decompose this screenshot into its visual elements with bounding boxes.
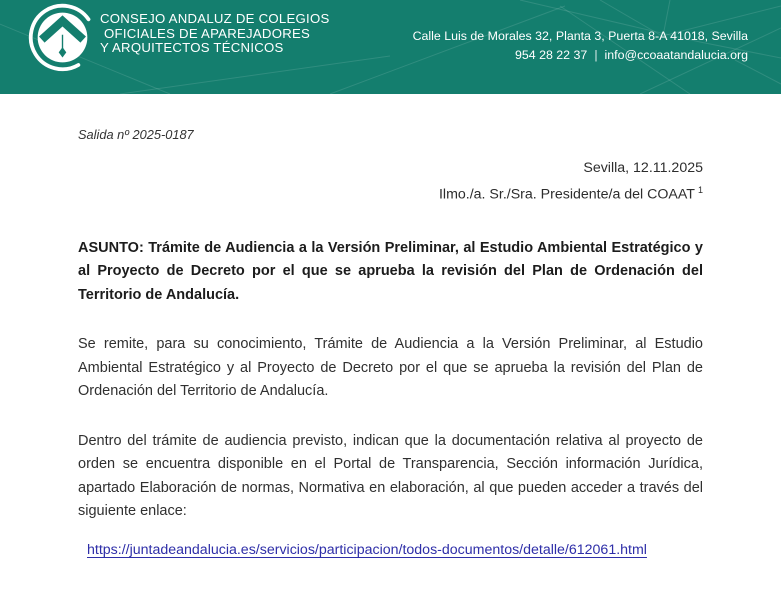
separator: | bbox=[594, 47, 598, 62]
phone-number: 954 28 22 37 bbox=[514, 47, 588, 62]
footnote-marker: 1 bbox=[697, 184, 703, 195]
email-address: info@ccoaatandalucia.org bbox=[604, 47, 748, 62]
org-logo bbox=[28, 3, 97, 72]
header-contact bbox=[413, 27, 748, 64]
letterhead bbox=[0, 0, 781, 94]
org-name-line: OFICIALES DE APAREJADORES bbox=[104, 25, 311, 41]
link-paragraph bbox=[78, 540, 703, 561]
body-paragraph: Se remite, para su conocimiento, Trámite de Audiencia a la Versión Preliminar, al Estudio Ambiental Estratégico y al Proyecto de Decreto por el que se aprueba la revisión del Plan de Ordenación del Territorio de Andalucía. bbox=[78, 336, 703, 400]
org-name bbox=[100, 12, 330, 56]
org-name-line: Y ARQUITECTOS TÉCNICOS bbox=[100, 40, 284, 56]
document-link[interactable]: https://juntadeandalucia.es/servicios/participacion/todos-documentos/detalle/612061.html bbox=[87, 541, 647, 558]
address-line: Calle Luis de Morales 32, Planta 3, Puerta 8-A 41018, Sevilla bbox=[412, 29, 748, 43]
subject-paragraph: ASUNTO: Trámite de Audiencia a la Versión Preliminar, al Estudio Ambiental Estratégico y al Proyecto de Decreto por el que se aprueba la revisión del Plan de Ordenación del Territorio de Andalucía. bbox=[78, 239, 703, 303]
reference-number: Salida nº 2025-0187 bbox=[78, 127, 194, 142]
place-date-line: Sevilla, 12.11.2025 bbox=[583, 160, 703, 176]
date-addressee-block bbox=[78, 158, 703, 206]
contact-line bbox=[413, 46, 748, 65]
addressee-line: Ilmo./a. Sr./Sra. Presidente/a del COAAT $^1$ bbox=[438, 184, 703, 203]
letter-body bbox=[0, 94, 781, 561]
org-name-line: CONSEJO ANDALUZ DE COLEGIOS bbox=[100, 11, 330, 26]
body-paragraph: Dentro del trámite de audiencia previsto, indican que la documentación relativa al proyecto de orden se encuentra disponible en el Portal de Transparencia, Sección información Jurídica, apartado Elaboración de normas, Normativa en elaboración, al que pueden acceder a través del siguiente enlace: bbox=[78, 432, 703, 520]
